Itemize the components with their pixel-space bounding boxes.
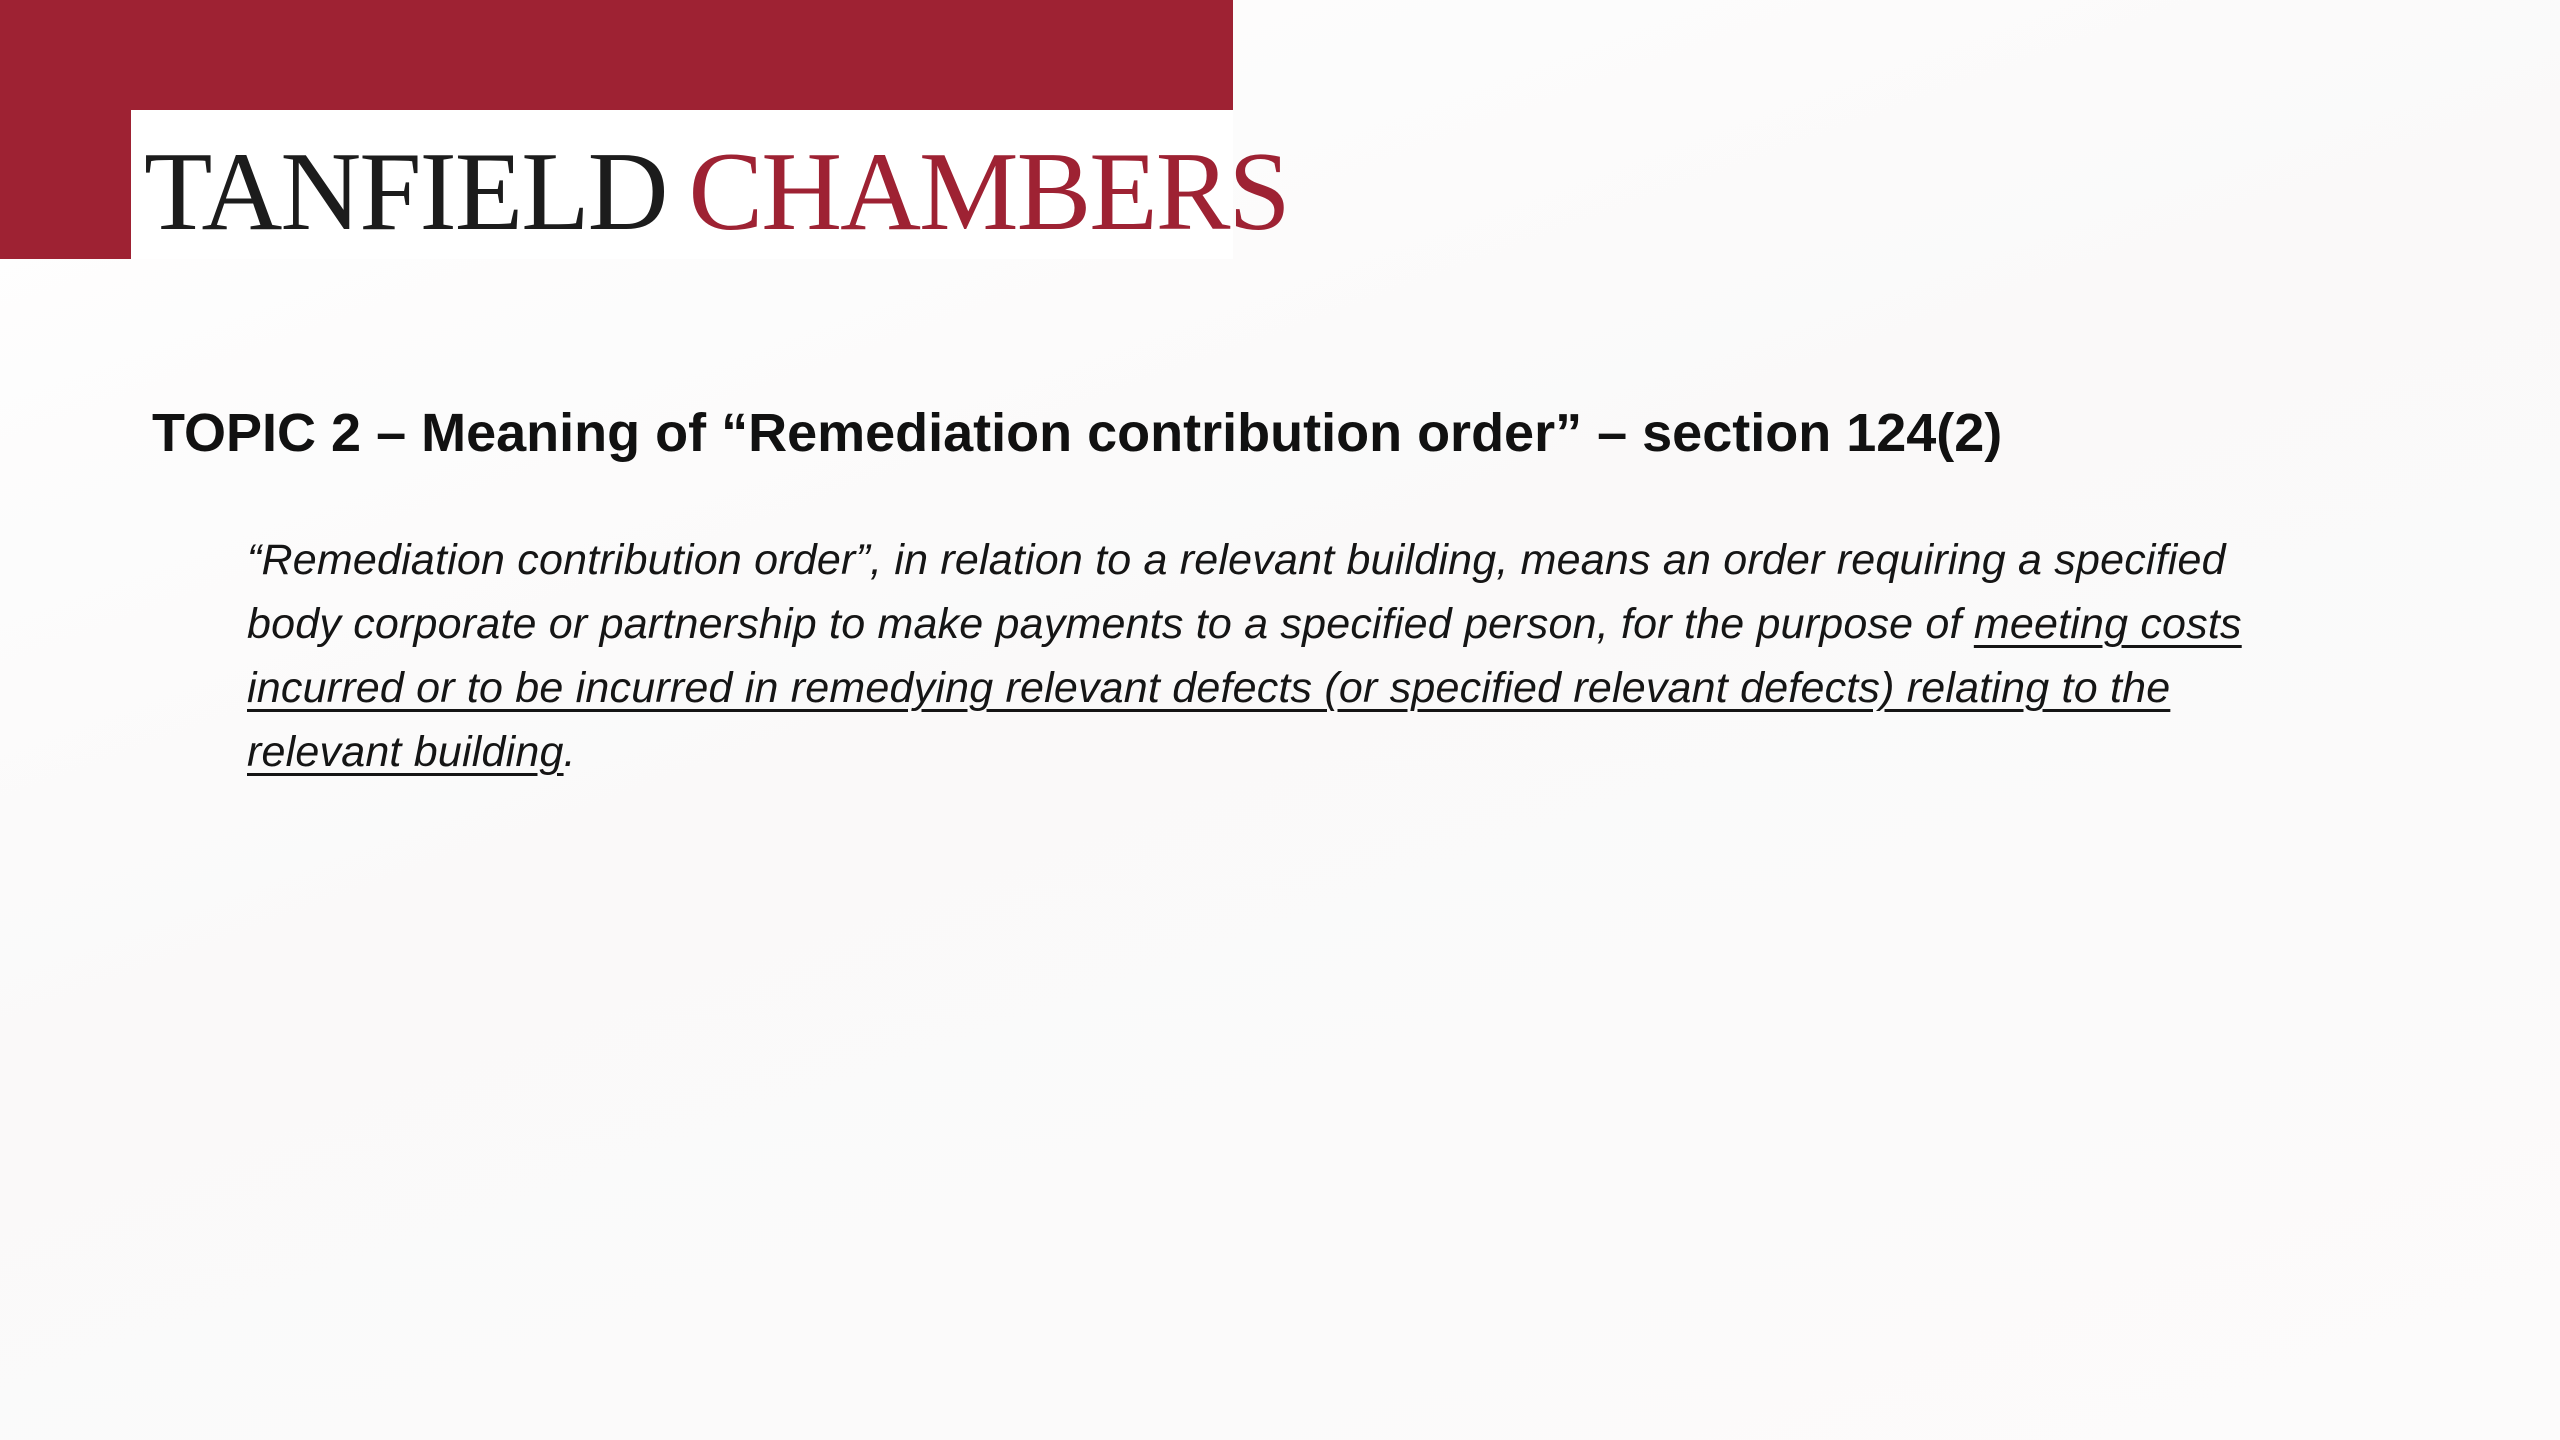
definition-quote: [247, 528, 2287, 784]
definition-ending: .: [563, 728, 576, 776]
definition-intro: “Remediation contribution order”, in relation to a relevant building, means an order requiring a specified body corporate or partnership to make payments to a specified person, for the purpose of: [247, 536, 2226, 648]
tanfield-chambers-logo: [144, 132, 1289, 252]
brand-header-bar: [0, 0, 1233, 110]
definition-underlined-text: meeting costs incurred or to be incurred in remedying relevant defects (or specified relevant defects) relating to the relevant building: [247, 600, 2242, 776]
topic-heading: TOPIC 2 – Meaning of “Remediation contribution order” – section 124(2): [152, 403, 2003, 463]
brand-side-bar: [0, 0, 131, 259]
logo-word-chambers: CHAMBERS: [688, 130, 1289, 254]
logo-word-tanfield: TANFIELD: [144, 130, 667, 254]
